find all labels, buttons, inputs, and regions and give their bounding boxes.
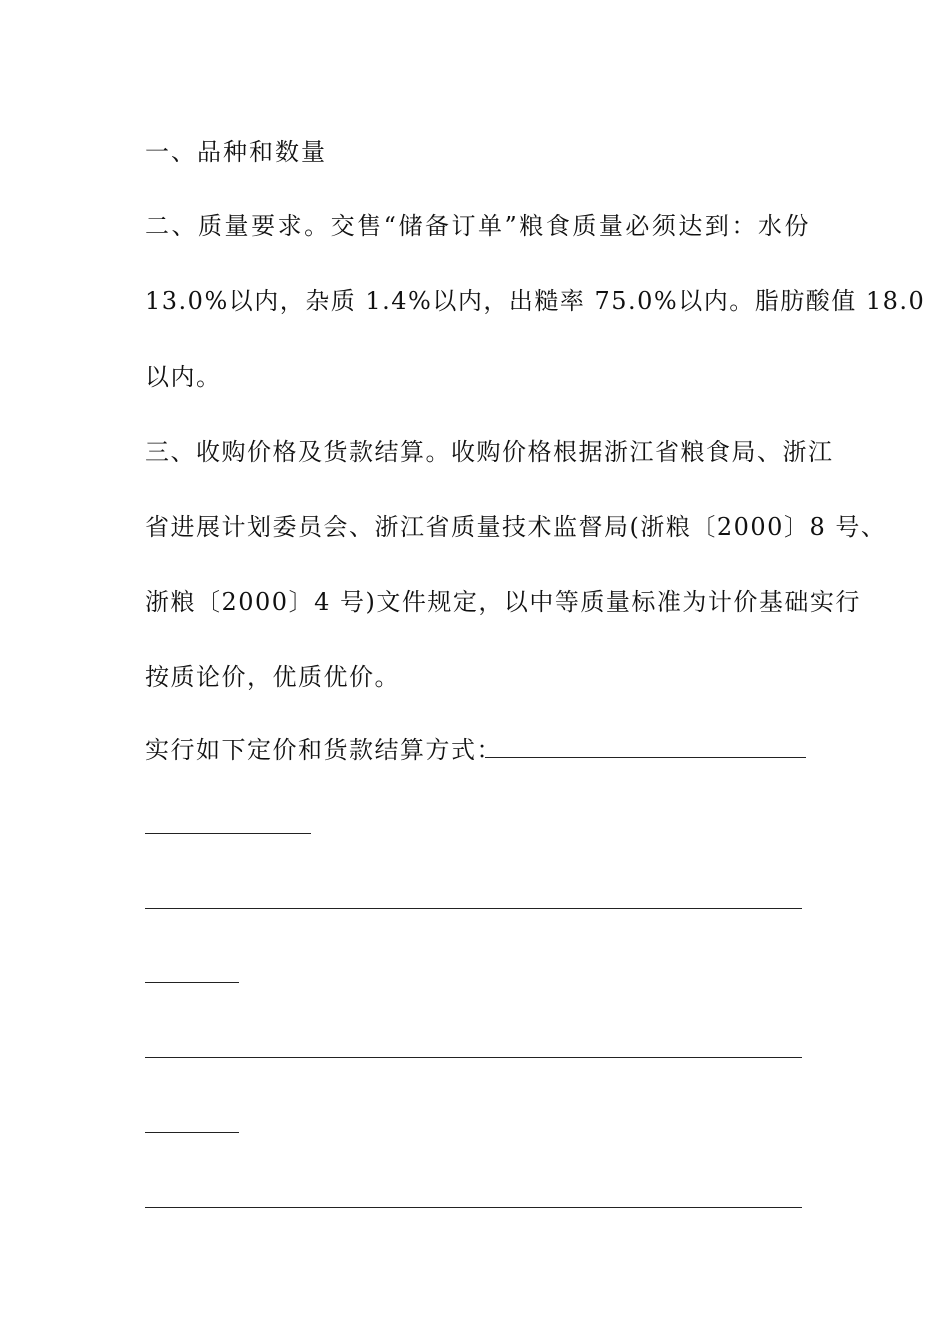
price-settlement-line-3: 浙粮〔2000〕4 号)文件规定，以中等质量标准为计价基础实行 xyxy=(145,588,861,616)
fill-in-blank-line xyxy=(485,757,806,758)
fill-in-blank-line xyxy=(145,982,239,983)
quality-requirements-line-1: 二、质量要求。交售“储备订单”粮食质量必须达到：水份 xyxy=(145,212,810,240)
fill-in-blank-line xyxy=(145,908,802,909)
section-heading-variety-quantity: 一、品种和数量 xyxy=(145,138,327,166)
fill-in-blank-line xyxy=(145,1057,802,1058)
fill-in-blank-line xyxy=(145,1207,802,1208)
quality-requirements-line-3: 以内。 xyxy=(145,363,222,391)
settlement-method-label: 实行如下定价和货款结算方式： xyxy=(145,736,502,764)
price-settlement-line-1: 三、收购价格及货款结算。收购价格根据浙江省粮食局、浙江 xyxy=(145,438,834,466)
fill-in-blank-line xyxy=(145,833,311,834)
fill-in-blank-line xyxy=(145,1132,239,1133)
price-settlement-line-2: 省进展计划委员会、浙江省质量技术监督局(浙粮〔2000〕8 号、 xyxy=(145,513,887,541)
quality-requirements-line-2: 13.0%以内，杂质 1.4%以内，出糙率 75.0%以内。脂肪酸值 18.0 xyxy=(145,287,926,315)
price-settlement-line-4: 按质论价，优质优价。 xyxy=(145,663,400,691)
